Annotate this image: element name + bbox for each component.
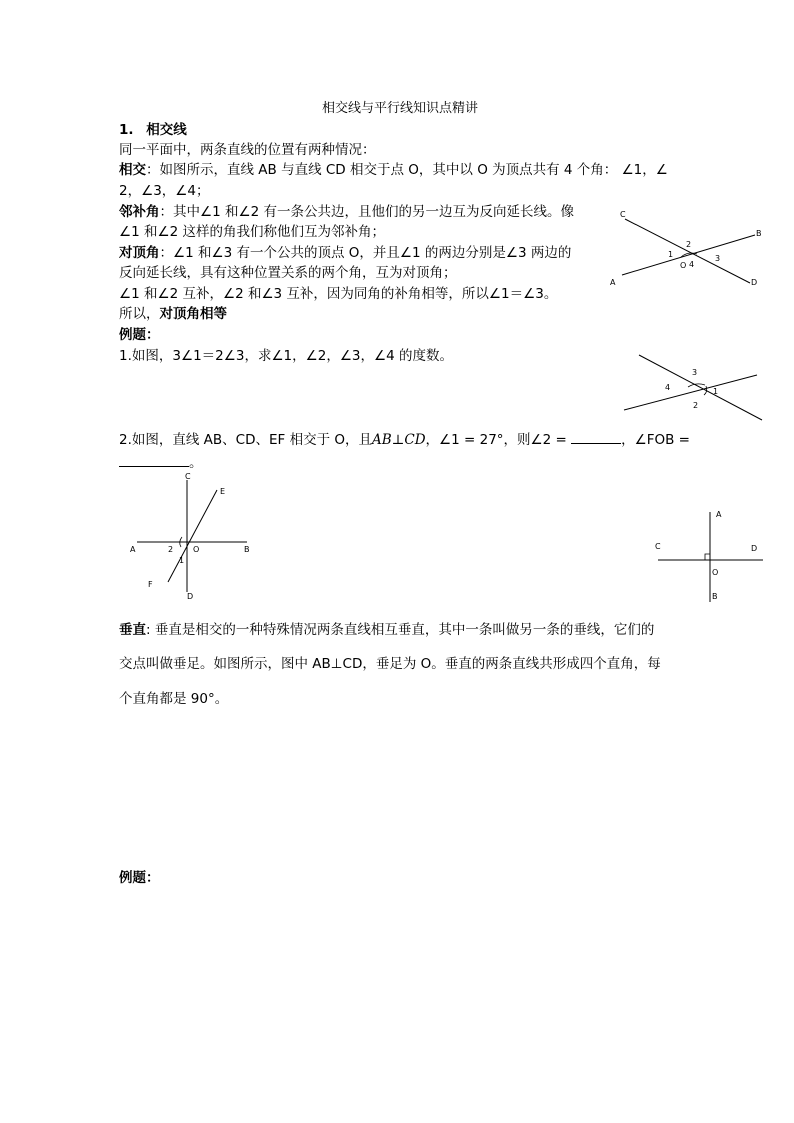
label-b: B bbox=[244, 545, 250, 554]
label-f: F bbox=[148, 580, 153, 589]
intersect-line-1 bbox=[119, 160, 668, 180]
label-angle-3: 3 bbox=[692, 368, 698, 377]
adjacent-line-2: ∠1 和∠2 这样的角我们称他们互为邻补角； bbox=[119, 224, 385, 240]
label-a: A bbox=[130, 545, 136, 554]
label-c: C bbox=[655, 542, 661, 551]
perpendicular-line-3: 个直角都是 90°。 bbox=[119, 691, 229, 707]
vertical-prefix: 所以， bbox=[119, 306, 160, 322]
label-e: E bbox=[220, 487, 226, 496]
label-a: A bbox=[716, 510, 722, 519]
label-angle-4: 4 bbox=[689, 260, 695, 269]
perpendicular-text-1: : 垂直是相交的一种特殊情况两条直线相互垂直，其中一条叫做另一条的垂线，它们的 bbox=[146, 622, 655, 638]
vertical-conclusion: 对顶角相等 bbox=[159, 306, 227, 322]
label-c: C bbox=[185, 472, 191, 481]
label-angle-2: 2 bbox=[686, 240, 692, 249]
label-o: O bbox=[680, 261, 687, 270]
label-b: B bbox=[756, 229, 762, 238]
adjacent-term: 邻补角 bbox=[119, 204, 160, 220]
line-2 bbox=[639, 355, 762, 420]
vertical-line-2: 反向延长线，具有这种位置关系的两个角，互为对顶角； bbox=[119, 265, 457, 281]
example-2-figure bbox=[120, 470, 270, 605]
intersect-term: 相交 bbox=[119, 162, 146, 178]
line-1 bbox=[624, 375, 757, 410]
vertical-term: 对顶角 bbox=[119, 245, 160, 261]
label-b: B bbox=[712, 592, 718, 601]
intersect-text-1: ：如图所示，直线 AB 与直线 CD 相交于点 O，其中以 O 为顶点共有 4 个角： ∠1，∠ bbox=[146, 162, 668, 178]
example-2-prefix: 2.如图，直线 AB、CD、EF 相交于 O，且 bbox=[119, 432, 372, 448]
label-angle-1: 1 bbox=[713, 387, 719, 396]
perpendicular-figure bbox=[650, 505, 770, 605]
label-angle-3: 3 bbox=[715, 254, 721, 263]
example-2-angle1: ，∠1 = 27°，则∠2 = bbox=[425, 432, 572, 448]
answer-blank-angle2[interactable] bbox=[571, 429, 621, 444]
label-c: C bbox=[620, 210, 626, 219]
example-2-line-1 bbox=[119, 429, 690, 450]
label-angle-2: 2 bbox=[168, 545, 174, 554]
label-angle-1: 1 bbox=[668, 250, 674, 259]
label-o: O bbox=[193, 545, 200, 554]
section-heading bbox=[119, 120, 187, 140]
example-1-figure bbox=[612, 350, 782, 425]
label-d: D bbox=[751, 278, 758, 287]
example-label-2: 例题： bbox=[119, 870, 160, 886]
line-cd bbox=[625, 219, 750, 283]
right-angle-icon bbox=[705, 554, 710, 560]
vertical-line-4 bbox=[119, 304, 227, 324]
example-2-end: 。 bbox=[189, 455, 203, 471]
vertical-line-3: ∠1 和∠2 互补，∠2 和∠3 互补，因为同角的补角相等，所以∠1＝∠3。 bbox=[119, 286, 558, 302]
section-number: 1. bbox=[119, 122, 134, 138]
answer-blank-fob[interactable] bbox=[119, 452, 189, 467]
intro-text: 同一平面中，两条直线的位置有两种情况： bbox=[119, 142, 376, 158]
perpendicular-term: 垂直 bbox=[119, 622, 146, 638]
example-1-text: 1.如图，3∠1＝2∠3，求∠1，∠2，∠3，∠4 的度数。 bbox=[119, 348, 453, 364]
page-title: 相交线与平行线知识点精讲 bbox=[322, 101, 479, 116]
intersecting-lines-figure bbox=[605, 205, 775, 295]
vertical-text-1: ：∠1 和∠3 有一个公共的顶点 O，并且∠1 的两边分别是∠3 两边的 bbox=[159, 245, 572, 261]
label-angle-2: 2 bbox=[693, 401, 699, 410]
example-2-fob: ，∠FOB = bbox=[621, 432, 690, 448]
intersect-line-2: 2，∠3，∠4； bbox=[119, 183, 210, 199]
label-d: D bbox=[751, 544, 758, 553]
label-d: D bbox=[187, 592, 194, 601]
label-angle-4: 4 bbox=[665, 383, 671, 392]
adjacent-line-1 bbox=[119, 202, 574, 222]
label-o: O bbox=[712, 568, 719, 577]
example-2-ab-cd: AB⊥CD bbox=[372, 432, 426, 448]
adjacent-text-1: ：其中∠1 和∠2 有一条公共边，且他们的另一边互为反向延长线。像 bbox=[159, 204, 574, 220]
perpendicular-line-2: 交点叫做垂足。如图所示，图中 AB⊥CD，垂足为 O。垂直的两条直线共形成四个直角，每 bbox=[119, 656, 661, 672]
label-angle-1: 1 bbox=[179, 556, 185, 565]
perpendicular-line-1 bbox=[119, 620, 654, 640]
example-label: 例题： bbox=[119, 327, 160, 343]
section-title: 相交线 bbox=[146, 122, 187, 138]
line-ef bbox=[168, 490, 217, 582]
label-a: A bbox=[610, 278, 616, 287]
vertical-line-1 bbox=[119, 243, 571, 263]
